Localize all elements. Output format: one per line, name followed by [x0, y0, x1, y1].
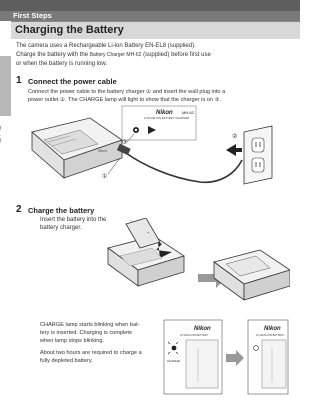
battery-label-right: LITHIUM-ION BATTERY — [256, 334, 285, 337]
charger-with-battery-left — [108, 218, 184, 286]
power-cable — [102, 144, 242, 183]
model-label: MH-62 — [182, 110, 195, 115]
intro-line-3: or when the battery is running low. — [16, 61, 108, 67]
step-1-illustration — [30, 104, 280, 196]
charge-lamp-illustration — [162, 318, 290, 398]
title-bar — [11, 21, 300, 39]
svg-text:Nikon: Nikon — [98, 149, 107, 153]
side-tab — [0, 56, 11, 116]
intro-line-2a: Charge the battery with the — [16, 52, 89, 58]
step-2-title: Charge the battery — [28, 206, 95, 215]
step-2-hours-2: fully depleted battery. — [40, 358, 93, 364]
wall-outlet — [226, 126, 272, 184]
callout-1: ① — [102, 174, 108, 180]
intro-line-2c: (supplied) before first use — [143, 52, 211, 58]
charger-zoom-inset — [122, 106, 196, 146]
charge-label-left: CHARGE — [167, 359, 180, 363]
charge-lamp-left — [172, 346, 177, 351]
charge-lamp-right — [254, 346, 259, 351]
brand-label: Nikon — [156, 110, 173, 116]
battery-charger — [32, 118, 122, 178]
step-1-number: 1 — [16, 75, 22, 86]
top-band — [0, 0, 300, 11]
step-2-hours-1: About two hours are required to charge a — [40, 350, 142, 356]
step-2-lamp-3: when lamp stops blinking. — [40, 338, 105, 344]
brand-label-left: Nikon — [194, 326, 211, 332]
brand-label-right: Nikon — [264, 326, 281, 332]
step-2-text-1: Insert the battery into the — [40, 217, 107, 223]
intro-line-2 — [16, 51, 211, 59]
step-1-title: Connect the power cable — [28, 77, 117, 86]
step-2-lamp-2: tery is inserted. Charging is complete — [40, 330, 133, 336]
section-title: First Steps — [13, 11, 52, 20]
intro-charger-model: Battery Charger MH-62 — [89, 52, 142, 58]
svg-text:−: − — [130, 218, 133, 223]
page-title: Charging the Battery — [15, 24, 124, 36]
charger-type-label: LITHIUM-ION BATTERY CHARGER — [144, 116, 190, 120]
step-1-text-2: power outlet ②. The CHARGE lamp will light to show that the charger is on ③. — [28, 97, 222, 103]
callout-2: ② — [232, 134, 238, 140]
battery-label-left: LITHIUM-ION BATTERY — [180, 334, 209, 337]
step-2-illustration — [100, 218, 290, 314]
step-1-text-1: Connect the power cable to the battery charger ① and insert the wall plug into a — [28, 89, 226, 95]
charger-with-battery-right — [214, 250, 290, 300]
step-2-number: 2 — [16, 204, 22, 215]
intro-line-1: The camera uses a Rechargeable Li-ion Battery EN-EL8 (supplied). — [16, 43, 196, 49]
charger-inset-blinking — [164, 320, 222, 394]
side-tab-label — [0, 126, 1, 186]
section-header — [0, 11, 300, 21]
step-2-lamp-1: CHARGE lamp starts blinking when bat- — [40, 322, 140, 328]
arrow-icon-2 — [226, 350, 244, 366]
charger-inset-complete — [248, 320, 288, 394]
svg-text:+: + — [147, 230, 150, 235]
callout-3: ③ — [122, 140, 128, 146]
step-2-text-2: battery charger. — [40, 225, 82, 231]
